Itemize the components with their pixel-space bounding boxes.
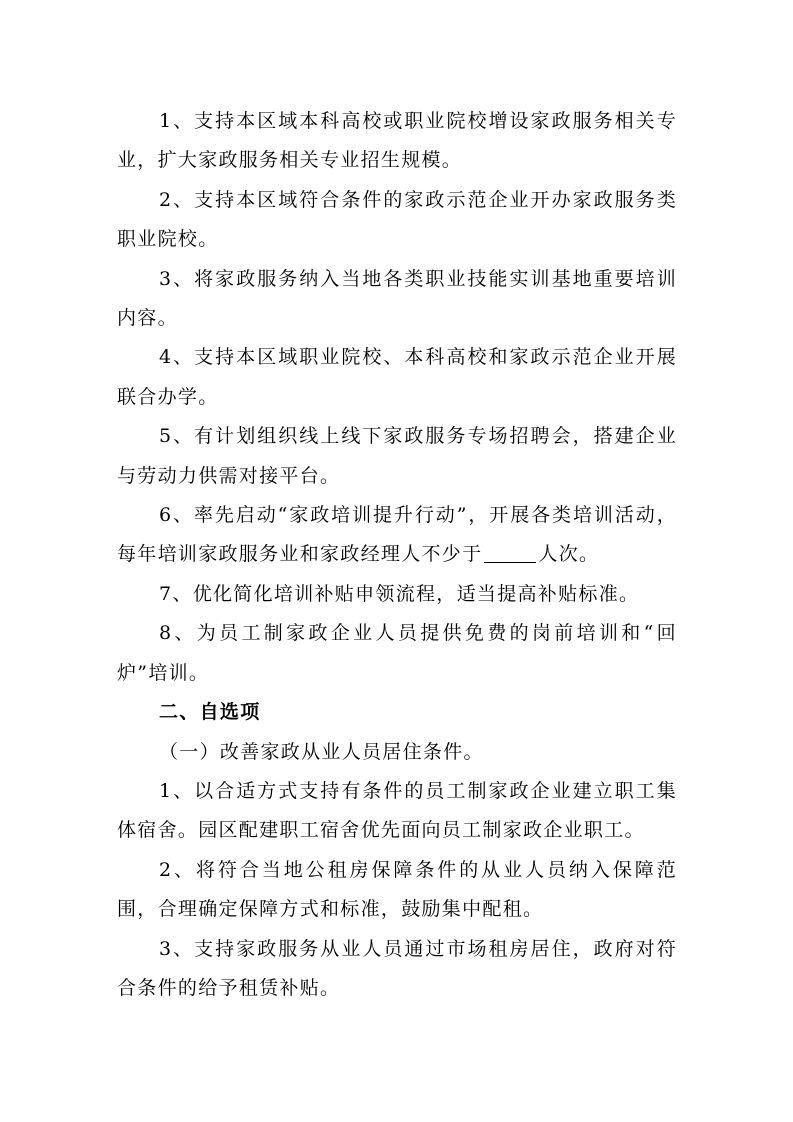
item-text-before-blank: 6、率先启动“家政培训提升行动”，开展各类培训活动，每年培训家政服务业和家政经理人不少于 <box>117 504 677 566</box>
subsection-heading: （一）改善家政从业人员居住条件。 <box>159 740 484 763</box>
list-item: 2、将符合当地公租房保障条件的从业人员纳入保障范围，合理确定保障方式和标准，鼓励集中配租。 <box>117 858 677 921</box>
list-item: 5、有计划组织线上线下家政服务专场招聘会，搭建企业与劳动力供需对接平台。 <box>117 425 677 487</box>
list-item: 8、为员工制家政企业人员提供免费的岗前培训和“回炉”培训。 <box>117 622 677 684</box>
list-item: 7、优化简化培训补贴申领流程，适当提高补贴标准。 <box>159 582 640 605</box>
list-item-with-blank <box>117 496 677 575</box>
list-item: 3、支持家政服务从业人员通过市场租房居住，政府对符合条件的给予租赁补贴。 <box>117 937 677 999</box>
item-text-after-blank: 人次。 <box>538 543 600 566</box>
list-item: 2、支持本区域符合条件的家政示范企业开办家政服务类职业院校。 <box>117 188 677 251</box>
list-item: 1、支持本区域本科高校或职业院校增设家政服务相关专业，扩大家政服务相关专业招生规模。 <box>117 110 677 172</box>
list-item: 1、以合适方式支持有条件的员工制家政企业建立职工集体宿舍。园区配建职工宿舍优先面向员工制家政企业职工。 <box>117 779 677 842</box>
list-item: 4、支持本区域职业院校、本科高校和家政示范企业开展联合办学。 <box>117 346 677 408</box>
section-heading: 二、自选项 <box>159 701 261 724</box>
fill-in-blank <box>484 542 536 563</box>
document-body <box>117 102 677 1008</box>
list-item: 3、将家政服务纳入当地各类职业技能实训基地重要培训内容。 <box>117 267 677 330</box>
